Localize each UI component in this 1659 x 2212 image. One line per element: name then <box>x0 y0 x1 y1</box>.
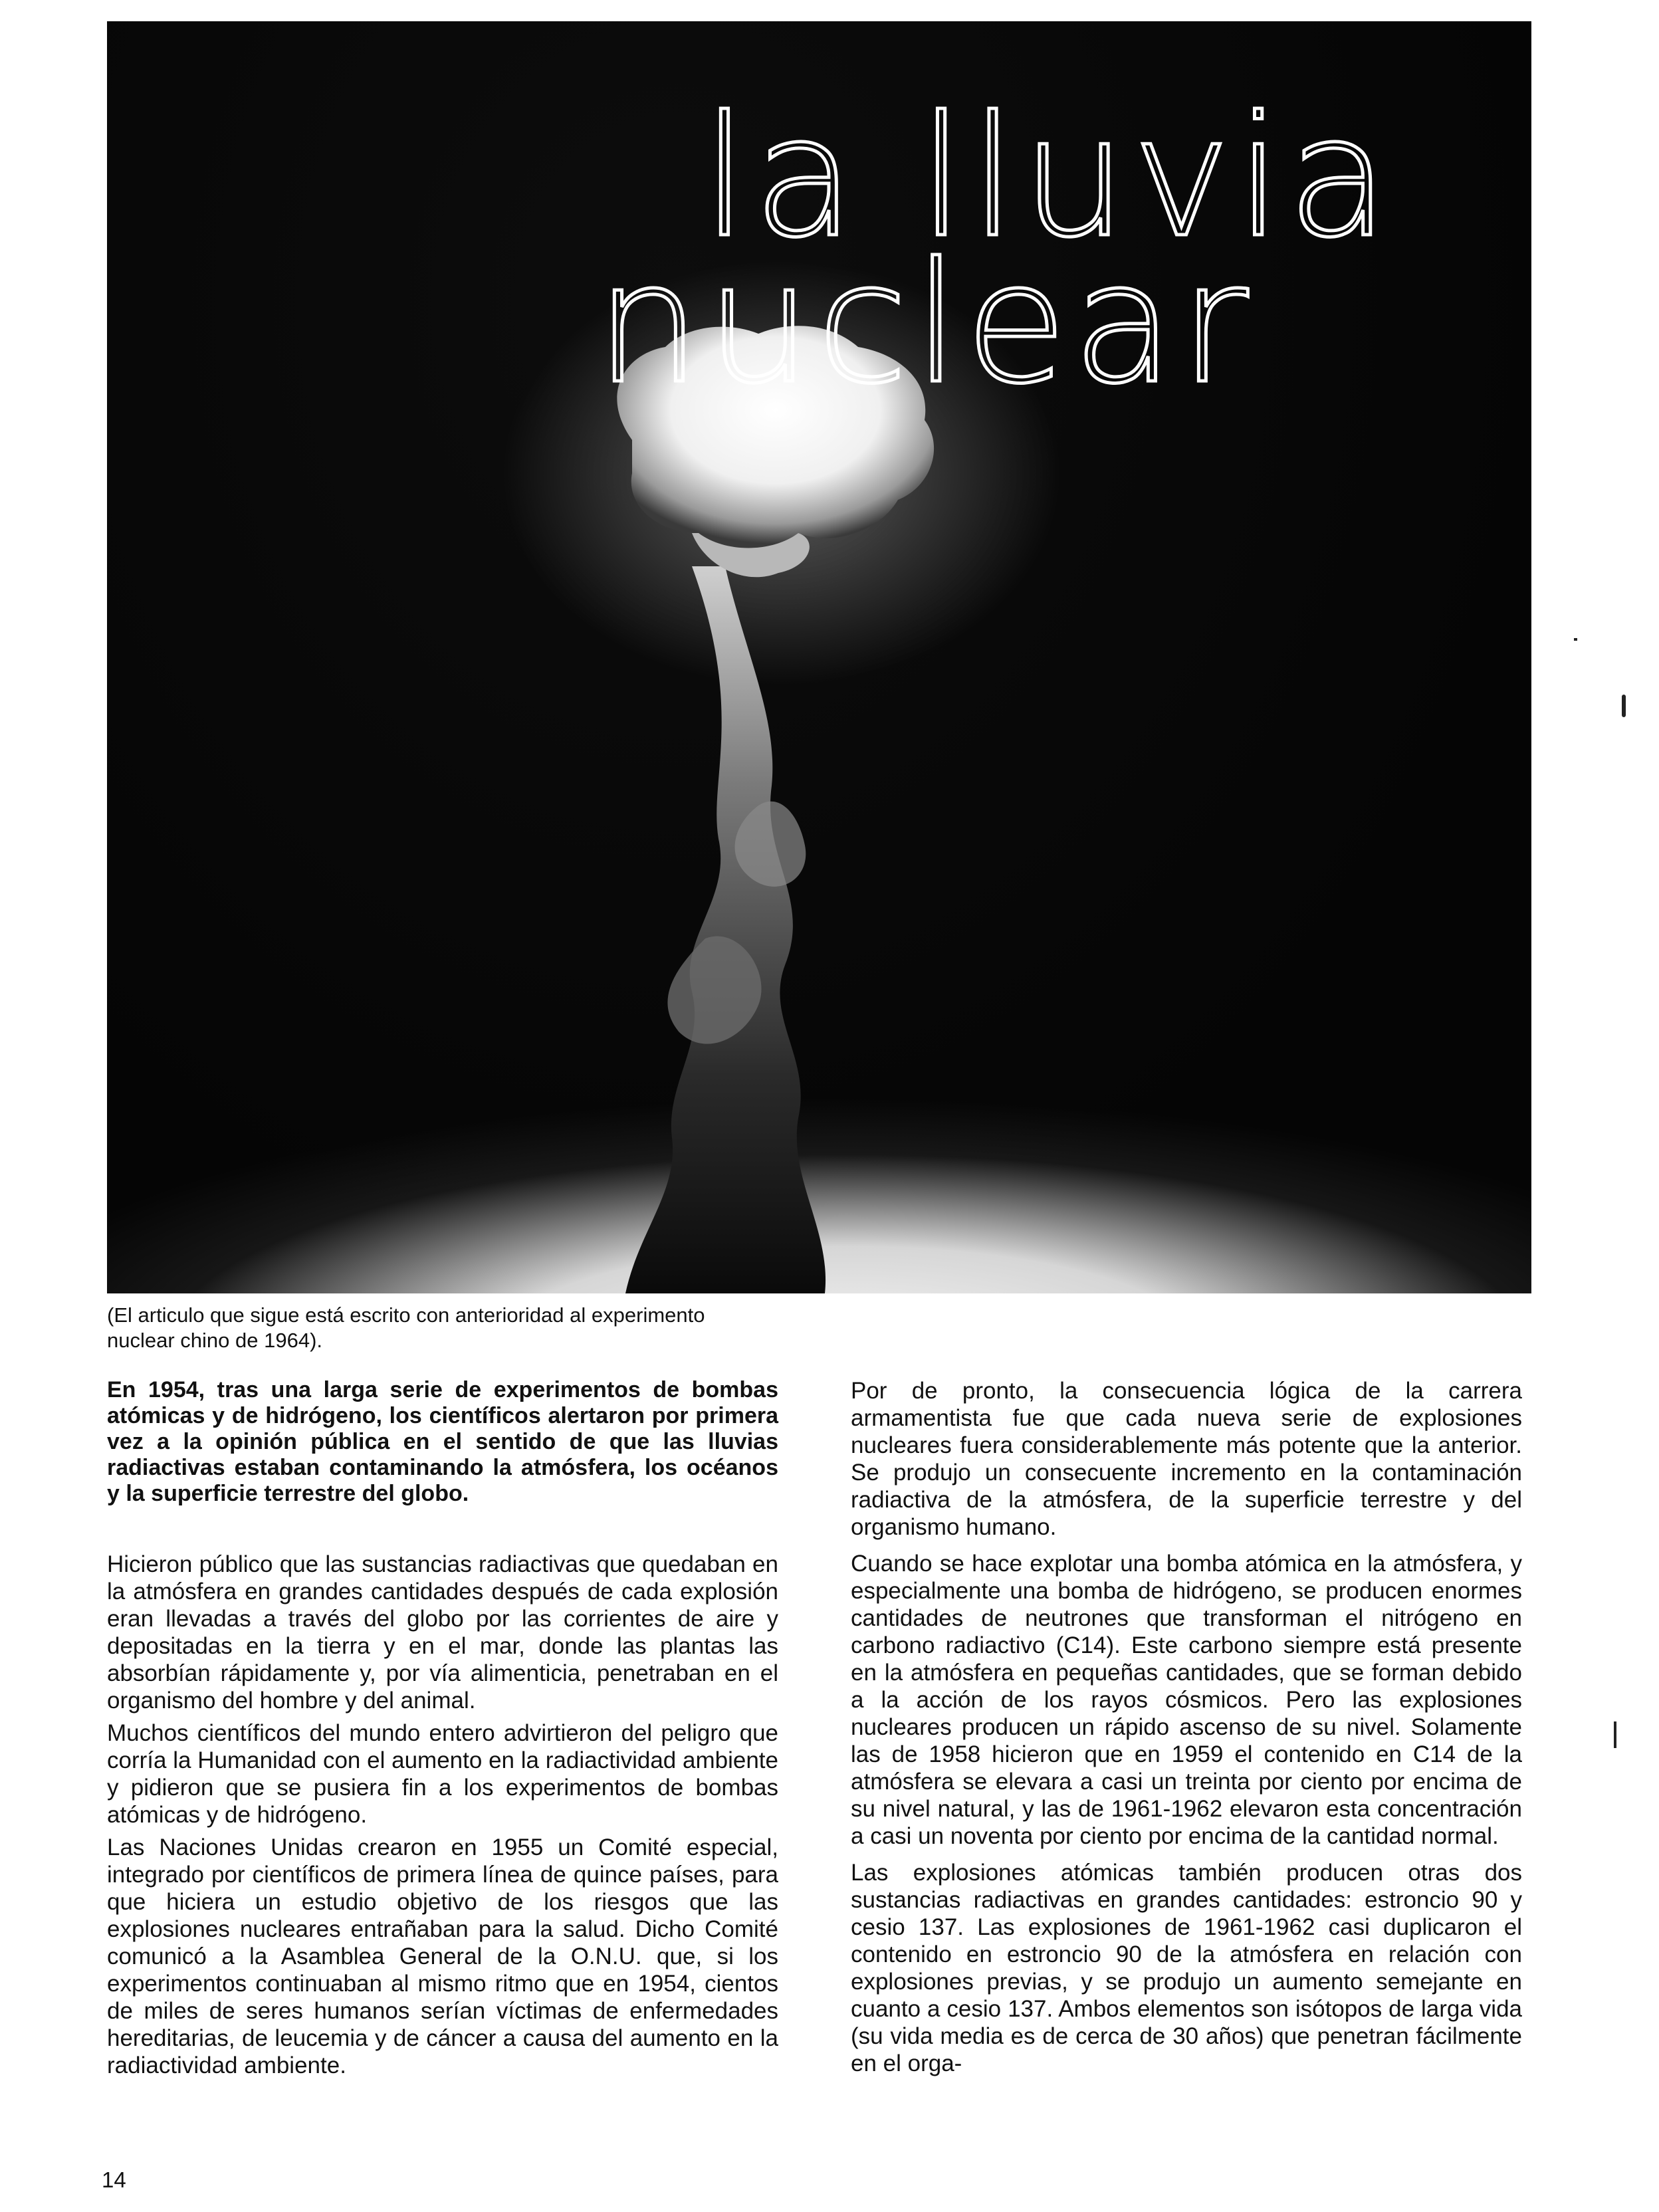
left-column <box>107 1377 778 2084</box>
page-number: 14 <box>102 2167 126 2192</box>
lead-paragraph: En 1954, tras una larga serie de experimentos de bombas atómicas y de hidrógeno, los científicos alertaron por primera vez a la opinión pública en el sentido de que las lluvias radiactivas estaban contaminando la atmósfera, los océanos y la superficie terrestre del globo. <box>107 1377 778 1506</box>
body-paragraph: Por de pronto, la consecuencia lógica de la carrera armamentista fue que cada nueva serie de explosiones nucleares fuera considerablemente más potente que la anterior. Se produjo un consecuente incremento en la contaminación radiactiva de la atmósfera, de la superficie terrestre y del organismo humano. <box>851 1378 1522 1540</box>
body-paragraph: Muchos científicos del mundo entero advirtieron del peligro que corría la Humanidad con el aumento en la radiactividad ambiente y pidieron que se pusiera fin a los experimentos de bombas atómicas y de hidrógeno. <box>107 1720 778 1828</box>
photo-caption: (El articulo que sigue está escrito con anterioridad al experimento nuclear chino de 1964). <box>107 1303 705 1352</box>
body-paragraph: Las Naciones Unidas crearon en 1955 un Comité especial, integrado por científicos de primera línea de quince países, para que hiciera un estudio objetivo de los riesgos que las explosiones nucleares entrañaban para la salud. Dicho Comité comunicó a la Asamblea General de la O.N.U. que, si los experimentos continuaban al mismo ritmo que en 1954, cientos de miles de seres humanos serían víctimas de enfermedades hereditarias, de leucemia y de cáncer a causa del aumento en la radiactividad ambiente. <box>107 1834 778 2078</box>
title-line-2: nuclear <box>596 227 1254 420</box>
body-paragraph: Cuando se hace explotar una bomba atómica en la atmósfera, y especialmente una bomba de hidrógeno, se producen enormes cantidades de neutrones que transforman el nitrógeno en carbono radiactivo (C14). Este carbono siempre está presente en la atmósfera en pequeñas cantidades, que se forman debido a la acción de los rayos cósmicos. Pero las explosiones nucleares producen un rápido ascenso de su nivel. Solamente las de 1958 hicieron que en 1959 el contenido en C14 de la atmósfera se elevara a casi un treinta por ciento por encima de su nivel natural, y las de 1961-1962 elevaron esta concentración a casi un noventa por ciento por encima de la cantidad normal. <box>851 1551 1522 1849</box>
body-paragraph: Hicieron público que las sustancias radiactivas que quedaban en la atmósfera en grandes cantidades después de cada explosión eran llevadas a través del globo por las corrientes de aire y depositadas en la tierra y en el mar, donde las plantas las absorbían rápidamente y, por vía alimenticia, penetraban en el organismo del hombre y del animal. <box>107 1551 778 1714</box>
mushroom-cloud-photo <box>107 21 1531 1293</box>
right-column <box>851 1377 1522 2086</box>
title-line-1: la lluvia <box>702 80 1395 274</box>
scan-mark <box>1622 695 1626 717</box>
body-paragraph: Las explosiones atómicas también producen otras dos sustancias radiactivas en grandes cantidades: estroncio 90 y cesio 137. Las explosiones de 1961-1962 casi duplicaron el contenido en estroncio 90 de la atmósfera en relación con explosiones previas, y se produjo un aumento semejante en cuanto a cesio 137. Ambos elementos son isótopos de larga vida (su vida media es de cerca de 30 años) que penetran fácilmente en el orga- <box>851 1860 1522 2076</box>
scan-mark <box>1574 638 1577 641</box>
scan-mark <box>1614 1721 1616 1748</box>
article-title <box>596 80 1395 420</box>
